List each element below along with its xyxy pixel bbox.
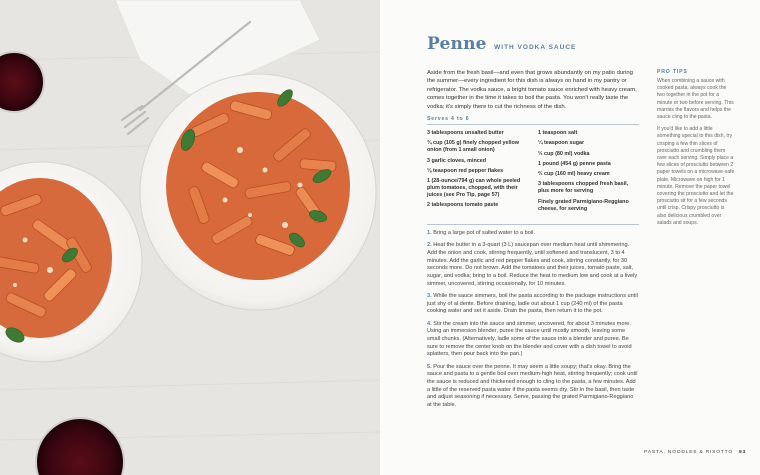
method-step [427, 230, 639, 238]
method-step [427, 364, 639, 410]
ingredient-item: 3 tablespoons chopped fresh basil, plus more for serving [538, 181, 629, 195]
pro-tips-heading: PRO TIPS [657, 69, 688, 75]
method-step [427, 242, 639, 288]
ingredient-item: 3 tablespoons unsalted butter [427, 130, 504, 136]
ingredient-item: ⅓ cup (80 ml) vodka [538, 150, 590, 157]
ingredient-item: 2 tablespoons tomato paste [427, 202, 499, 209]
step-number: 3. [427, 292, 432, 299]
serves-label: Serves 4 to 6 [427, 116, 470, 122]
step-number: 2. [427, 242, 432, 249]
divider-top [427, 124, 639, 125]
recipe-title-main: Penne [427, 34, 487, 54]
step-text: Pour the sauce over the penne. It may seem a little soupy; that's okay. Bring the sauce and pasta to a gentle boil over medium-high heat, stirring frequently; cook until the sauce is reduced and thickened enough to cling to the pasta, a few minutes. Add a little of the reserved pasta water if the pasta seems dry. Stir in the basil, then taste and adjust seasoning if necessary. Serve, passing the grated Parmigiano-Reggiano at the table. [427, 363, 638, 409]
method-step [427, 293, 639, 316]
ingredient-item: 1 (28-ounce/794 g) can whole peeled plum tomatoes, chopped, with their juices (see Pro Tip, page 57) [427, 178, 521, 199]
pro-tip-paragraph: When combining a sauce with cooked pasta, always cook the two together in the pot for a minute or two before serving. This marries the flavors and helps the sauce cling to the pasta. [657, 78, 734, 121]
ingredient-item: 3 garlic cloves, minced [427, 157, 487, 164]
ingredient-item: ¾ cup (105 g) finely chopped yellow onion (from 1 small onion) [427, 140, 519, 154]
footer-section: PASTA, NOODLES & RISOTTO [644, 450, 733, 455]
ingredient-item: ⅔ cup (160 ml) heavy cream [538, 171, 610, 178]
step-text: Bring a large pot of salted water to a boil. [433, 230, 535, 236]
method-steps [427, 230, 639, 414]
page-number: 93 [738, 450, 746, 455]
ingredient-item: Finely grated Parmigiano-Reggiano cheese, for serving [538, 198, 629, 212]
ingredient-item: 1 teaspoon salt [538, 130, 578, 136]
step-text: Stir the cream into the sauce and simmer, uncovered, for about 3 minutes more. Using an immersion blender, puree the sauce until mostly smooth, leaving some small chunks. (Alternatively, ladle some of the sauce into a blender and puree. Be sure to remove the center knob on the blender and cover with a dish towel to avoid splatters, then pour back into the pan.) [427, 320, 632, 358]
pro-tip-paragraph: If you'd like to add a little something special to this dish, try crisping a few thin slices of prosciutto and crumbling them over each serving. Simply place a few slices of prosciutto between 2 paper towels on a microwave-safe plate. Microwave on high for 1 minute. Remove the paper towel covering the prosciutto and let the prosciutto sit for a few seconds until crisp. Crispy prosciutto is also delicious crumbled over salads and soups. [657, 126, 735, 226]
ingredients-right [538, 130, 640, 216]
step-number: 5. [427, 363, 432, 370]
ingredient-item: 1 pound (454 g) penne pasta [538, 160, 611, 167]
recipe-title-sub: WITH VODKA SAUCE [494, 44, 577, 51]
ingredient-item: ⅛ teaspoon red pepper flakes [427, 167, 504, 174]
step-text: Heat the butter in a 3-quart (3 L) saucepan over medium heat until shimmering. Add the onion and cook, stirring frequently, until softened and translucent, 3 to 4 minutes. Add the garlic and red pepper flakes and cook, stirring constantly, for 30 seconds more. Do not brown. Add the tomatoes and their juices, tomato paste, salt, sugar, and vodka; bring to a boil. Reduce the heat to medium low and cook at a lively simmer, uncovered, stirring occasionally, for 10 minutes. [427, 242, 638, 287]
ingredient-item: ¼ teaspoon sugar [538, 140, 585, 147]
recipe-title [427, 34, 576, 54]
divider-bottom [427, 224, 639, 225]
recipe-page [380, 0, 760, 475]
page-footer [644, 450, 746, 455]
method-step [427, 321, 639, 360]
pro-tips-body [657, 78, 735, 232]
step-number: 1. [427, 230, 432, 236]
ingredients-left [427, 130, 532, 213]
recipe-intro: Aside from the fresh basil—and even that grows abundantly on my patio during the summer—every ingredient for this dish is always on hand in my pantry or refrigerator. The vodka sauce, a bright tomato sauce enriched with heavy cream, comes together in the time it takes to boil the pasta. You won't really taste the vodka; it's simply there to cut the richness of the dish. [427, 70, 637, 110]
step-number: 4. [427, 320, 432, 327]
step-text: While the sauce simmers, boil the pasta according to the package instructions until just shy of al dente. Before draining, ladle out about 1 cup (240 ml) of the pasta cooking water and set it aside. Drain the pasta, then return it to the pot. [427, 292, 638, 315]
